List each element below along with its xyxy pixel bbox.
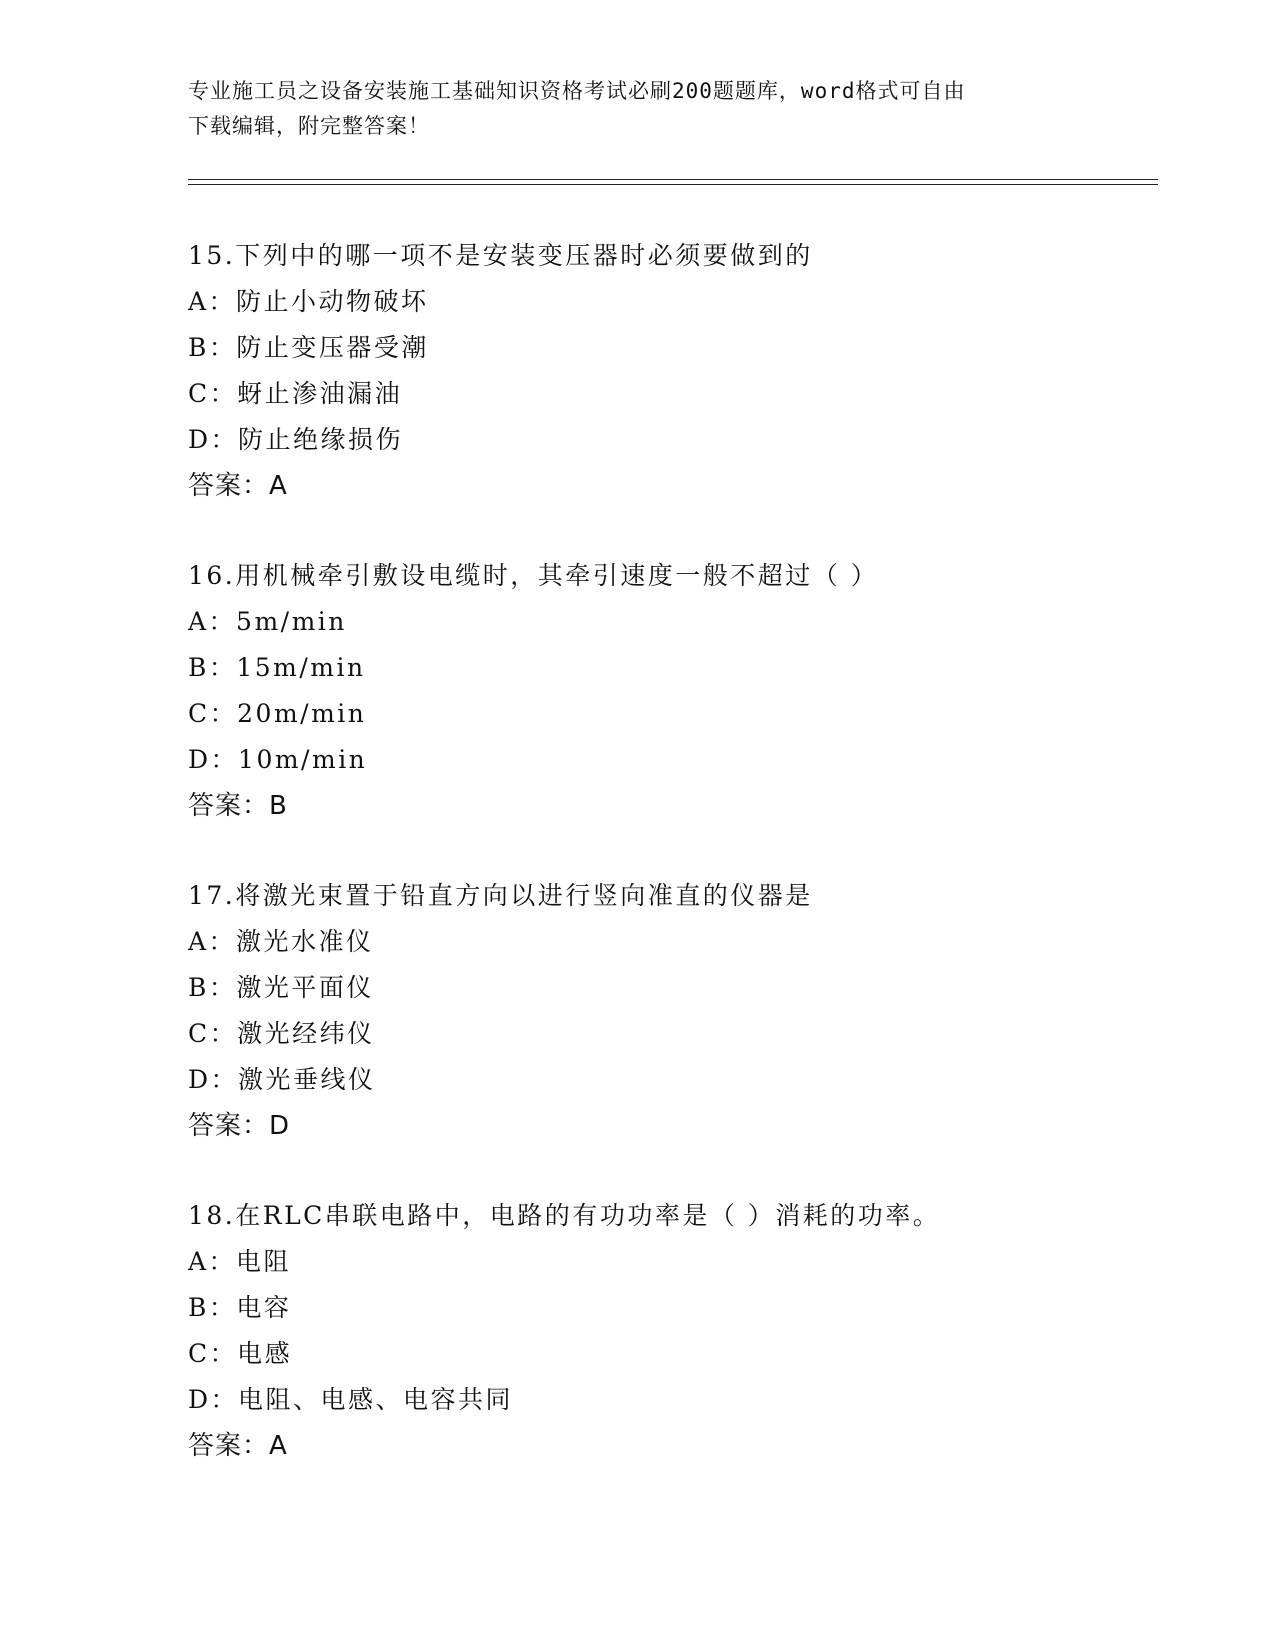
question-block-16 <box>188 553 1168 829</box>
answer-line: 答案：D <box>188 1111 291 1141</box>
answer-line: 答案：A <box>188 471 288 501</box>
option-d: D：防止绝缘损伤 <box>188 425 404 454</box>
question-block-18 <box>188 1193 1168 1469</box>
option-d: D：激光垂线仪 <box>188 1065 376 1094</box>
option-c: C：蚜止渗油漏油 <box>188 379 403 408</box>
option-b: B：激光平面仪 <box>188 973 374 1002</box>
option-b: B：15m/min <box>188 653 366 682</box>
option-b: B：电容 <box>188 1293 292 1322</box>
option-d: D：电阻、电感、电容共同 <box>188 1385 514 1414</box>
answer-line: 答案：A <box>188 1431 288 1461</box>
option-b: B：防止变压器受潮 <box>188 333 429 362</box>
question-block-17 <box>188 873 1168 1149</box>
option-a: A：5m/min <box>188 607 347 636</box>
option-c: C：20m/min <box>188 699 367 728</box>
header-divider-bottom <box>188 184 1158 185</box>
answer-line: 答案：B <box>188 791 288 821</box>
question-stem: 17.将激光束置于铅直方向以进行竖向准直的仪器是 <box>188 881 813 910</box>
option-d: D：10m/min <box>188 745 368 774</box>
option-c: C：电感 <box>188 1339 293 1368</box>
question-stem: 15.下列中的哪一项不是安装变压器时必须要做到的 <box>188 241 813 270</box>
question-block-15 <box>188 233 1168 509</box>
header-divider-top <box>188 179 1158 180</box>
document-header <box>188 74 1088 144</box>
option-a: A：电阻 <box>188 1247 292 1276</box>
question-stem: 16.用机械牵引敷设电缆时，其牵引速度一般不超过（ ） <box>188 561 879 590</box>
option-a: A：防止小动物破坏 <box>188 287 429 316</box>
option-c: C：激光经纬仪 <box>188 1019 375 1048</box>
option-a: A：激光水准仪 <box>188 927 374 956</box>
header-line-1: 专业施工员之设备安装施工基础知识资格考试必刷200题题库，word格式可自由 <box>188 79 966 103</box>
question-stem: 18.在RLC串联电路中，电路的有功功率是（ ）消耗的功率。 <box>188 1201 941 1230</box>
header-line-2: 下载编辑，附完整答案！ <box>188 114 430 138</box>
